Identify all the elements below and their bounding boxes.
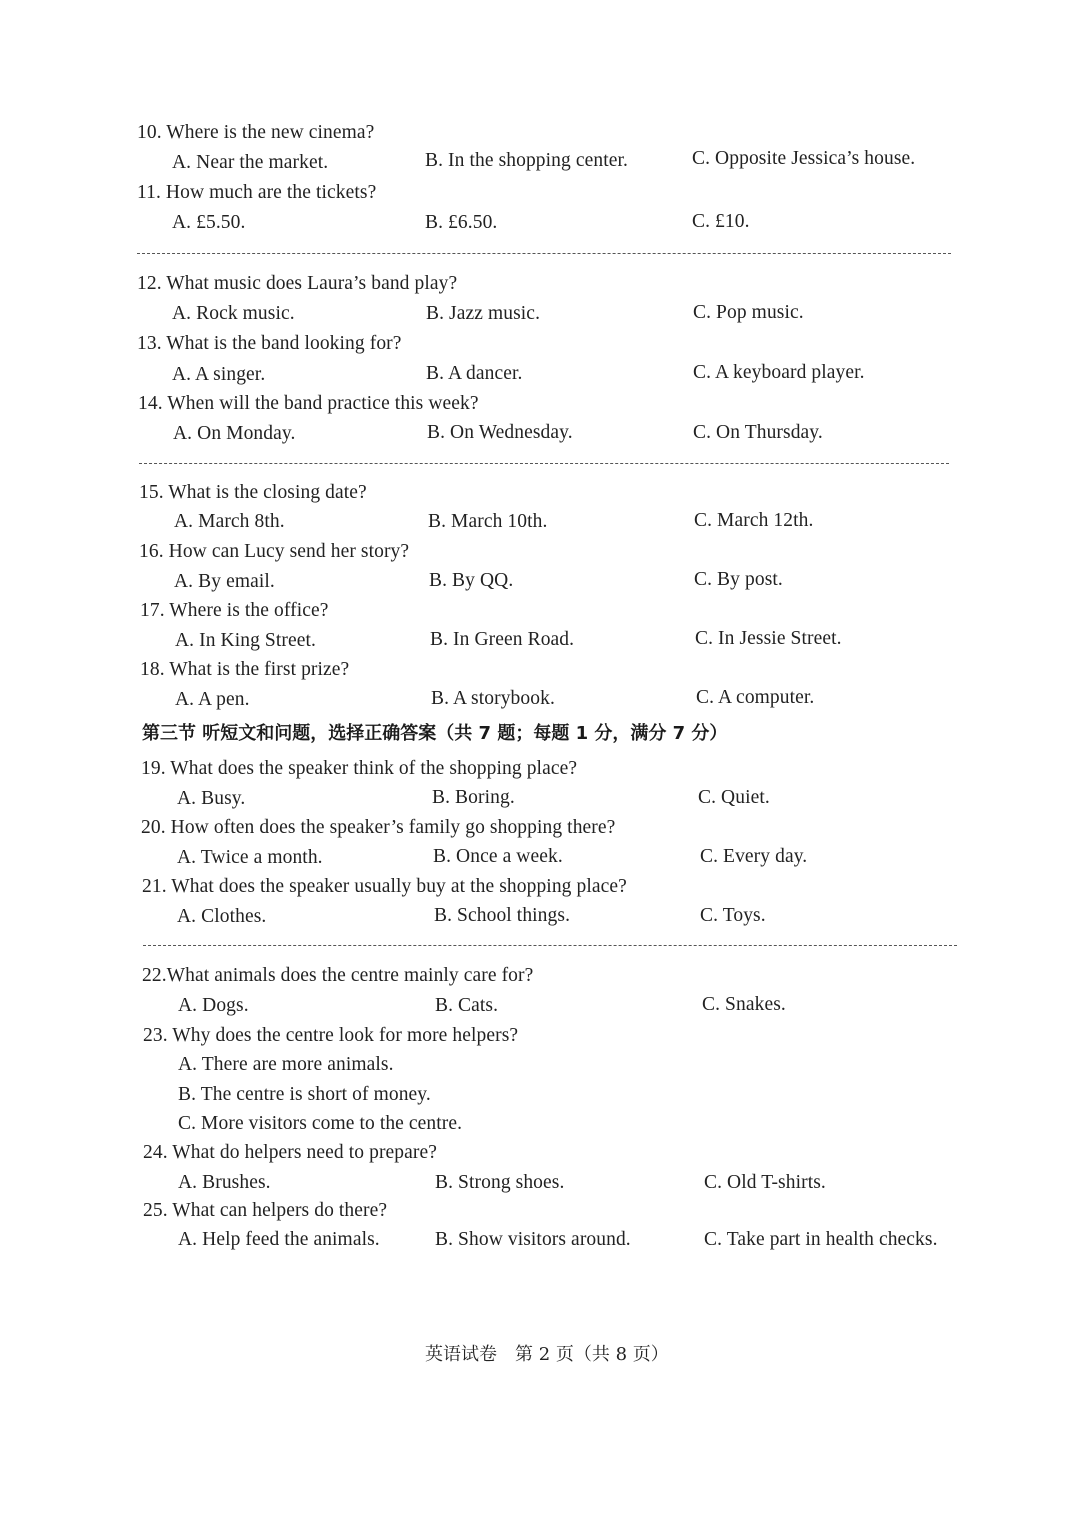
q22-option-a: A. Dogs. [178,995,249,1016]
q19-option-c: C. Quiet. [698,787,770,808]
page-footer: 英语试卷 第 2 页（共 8 页） [425,1344,669,1365]
dashed-divider [143,945,957,946]
q15-option-a: A. March 8th. [174,511,285,532]
question-18: 18. What is the first prize? [140,659,350,680]
question-14: 14. When will the band practice this week? [138,393,479,414]
q21-option-b: B. School things. [434,905,571,926]
question-19: 19. What does the speaker think of the shopping place? [141,758,578,779]
q13-option-a: A. A singer. [172,364,266,385]
dashed-divider [137,253,951,254]
q23-option-a: A. There are more animals. [178,1054,394,1075]
q10-option-b: B. In the shopping center. [425,150,628,171]
q19-option-b: B. Boring. [432,787,515,808]
q17-option-b: B. In Green Road. [430,629,575,650]
q15-option-c: C. March 12th. [694,510,814,531]
q20-option-b: B. Once a week. [433,846,563,867]
question-24: 24. What do helpers need to prepare? [143,1142,437,1163]
q18-option-b: B. A storybook. [431,688,555,709]
q14-option-c: C. On Thursday. [693,422,823,443]
question-21: 21. What does the speaker usually buy at the shopping place? [142,876,627,897]
q24-option-c: C. Old T-shirts. [704,1172,826,1193]
q22-option-b: B. Cats. [435,995,499,1016]
q25-option-b: B. Show visitors around. [435,1229,631,1250]
question-11: 11. How much are the tickets? [137,182,377,203]
q15-option-b: B. March 10th. [428,511,548,532]
q16-option-b: B. By QQ. [429,570,514,591]
q17-option-c: C. In Jessie Street. [695,628,842,649]
q16-option-c: C. By post. [694,569,783,590]
q12-option-a: A. Rock music. [172,303,295,324]
q18-option-a: A. A pen. [175,689,250,710]
question-12: 12. What music does Laura’s band play? [137,273,458,294]
q11-option-a: A. £5.50. [172,212,246,233]
question-25: 25. What can helpers do there? [143,1200,388,1221]
q21-option-c: C. Toys. [700,905,766,926]
section-3-heading: 第三节 听短文和问题，选择正确答案（共 7 题；每题 1 分，满分 7 分） [142,723,728,744]
q10-option-a: A. Near the market. [172,152,329,173]
q12-option-b: B. Jazz music. [426,303,541,324]
q19-option-a: A. Busy. [177,788,246,809]
question-17: 17. Where is the office? [140,600,329,621]
q18-option-c: C. A computer. [696,687,815,708]
question-15: 15. What is the closing date? [139,482,367,503]
question-16: 16. How can Lucy send her story? [139,541,410,562]
q23-option-c: C. More visitors come to the centre. [178,1113,463,1134]
question-10: 10. Where is the new cinema? [137,122,375,143]
q20-option-c: C. Every day. [700,846,808,867]
q12-option-c: C. Pop music. [693,302,804,323]
q23-option-b: B. The centre is short of money. [178,1084,431,1105]
dashed-divider [139,463,949,464]
question-22: 22.What animals does the centre mainly care for? [142,965,534,986]
q14-option-b: B. On Wednesday. [427,422,573,443]
question-20: 20. How often does the speaker’s family go shopping there? [141,817,616,838]
q13-option-b: B. A dancer. [426,363,523,384]
q21-option-a: A. Clothes. [177,906,267,927]
q20-option-a: A. Twice a month. [177,847,323,868]
q13-option-c: C. A keyboard player. [693,362,865,383]
q10-option-c: C. Opposite Jessica’s house. [692,148,916,169]
question-23: 23. Why does the centre look for more helpers? [143,1025,519,1046]
question-13: 13. What is the band looking for? [137,333,402,354]
q25-option-a: A. Help feed the animals. [178,1229,380,1250]
q14-option-a: A. On Monday. [173,423,296,444]
q25-option-c: C. Take part in health checks. [704,1229,938,1250]
q11-option-c: C. £10. [692,211,750,232]
q17-option-a: A. In King Street. [175,630,316,651]
q22-option-c: C. Snakes. [702,994,786,1015]
q11-option-b: B. £6.50. [425,212,498,233]
q24-option-a: A. Brushes. [178,1172,271,1193]
q24-option-b: B. Strong shoes. [435,1172,565,1193]
q16-option-a: A. By email. [174,571,275,592]
